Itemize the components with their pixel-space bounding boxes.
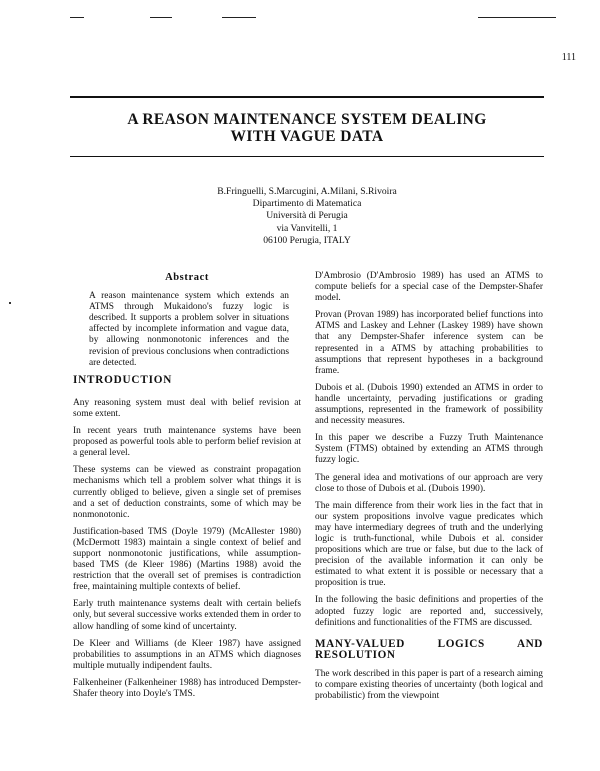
page-number: 111 [561,52,576,63]
top-rule-mark [222,17,256,18]
affiliation-line: via Vanvitelli, 1 [276,222,338,234]
affiliation-line: 06100 Perugia, ITALY [263,234,351,246]
paragraph: D'Ambrosio (D'Ambrosio 1989) has used an ATMS to compute beliefs for a special case of the Dempster-Shafer model. [315,271,543,304]
top-rule-mark [150,17,172,18]
paragraph: Dubois et al. (Dubois 1990) extended an ATMS in order to handle uncertainty, pervading justifications or grading assumptions, represented in the framework of possibility and necessity measures. [315,382,543,427]
introduction-heading: INTRODUCTION [73,373,173,386]
title-bottom-rule [70,156,544,157]
paragraph: The work described in this paper is part of a research aiming to compare existing theories of uncertainty (both logical and probabilistic) from the viewpoint [315,668,543,702]
title-top-rule [70,96,544,98]
paragraph: Any reasoning system must deal with belief revision at some extent. [73,397,301,419]
paragraph: In the following the basic definitions and properties of the adopted fuzzy logic are reported and, successively, definitions and functionalities of the FTMS are discussed. [315,595,543,628]
paragraph: In recent years truth maintenance systems have been proposed as powerful tools able to perform belief revision at a general level. [73,426,301,459]
affiliation-line: Università di Perugia [266,210,348,222]
paragraph: Falkenheiner (Falkenheiner 1988) has introduced Dempster-Shafer theory into Doyle's TMS. [73,677,301,699]
author-names: B.Fringuelli, S.Marcugini, A.Milani, S.Rivoira [217,186,397,197]
top-rule-mark [70,17,84,18]
paragraph: Early truth maintenance systems dealt with certain beliefs only, but several successive works extended them in order to allow handling of some kind of uncertainty. [73,599,301,632]
right-column [315,271,543,708]
abstract-heading: Abstract [165,272,209,283]
margin-dot [9,302,11,304]
author-block [0,186,600,247]
paragraph: De Kleer and Williams (de Kleer 1987) have assigned probabilities to assumptions in an ATMS which diagnoses multiple mutually indipendent faults. [73,638,301,671]
paragraph: The general idea and motivations of our approach are very close to those of Dubois et al. (Dubois 1990). [315,472,543,494]
paper-title [70,111,544,145]
left-column [73,272,301,706]
abstract-body: A reason maintenance system which extends an ATMS through Mukaidono's fuzzy logic is described. It supports a problem solver in situations affected by incomplete information and vague data, by allowing nonmonotonic inferences and the revision of previous conclusions when contradictions are detected. [89,291,289,368]
paragraph: The main difference from their work lies in the fact that in our system propositions involve vague predicates which may have intermediary degrees of truth and the underlying logic is truth-functional, while Dubois et al. consider propositions which are true or false, but due to the lack of precision of the available information it can only be estimated to what extent it is possible or necessary that a proposition is true. [315,500,543,589]
title-line: A REASON MAINTENANCE SYSTEM DEALING [127,111,487,128]
many-valued-logics-heading: MANY-VALUED LOGICS AND RESOLUTION [315,637,543,661]
paragraph: These systems can be viewed as constraint propagation mechanisms which tell a problem solver what things it is currently obliged to believe, given a single set of premises and a set of deduction constraints, some of which may be nonmonotonic. [73,465,301,520]
paragraph: Justification-based TMS (Doyle 1979) (McAllester 1980) (McDermott 1983) maintain a single context of belief and support nonmonotonic justifications, while assumption-based TMS (de Kleer 1986) (Martins 1988) avoid the restriction that the overall set of premises is contradiction free, maintaining multiple contexts of belief. [73,526,301,593]
top-rule-mark [478,17,556,18]
paragraph: In this paper we describe a Fuzzy Truth Maintenance System (FTMS) obtained by extending an ATMS through fuzzy logic. [315,433,543,466]
paragraph: Provan (Provan 1989) has incorporated belief functions into ATMS and Laskey and Lehner (Laskey 1989) have shown that any Dempster-Shafer inference system can be represented in a ATMS by attaching probabilities to assumptions that represent hypotheses in a background frame. [315,310,543,376]
title-line: WITH VAGUE DATA [230,128,384,145]
affiliation-line: Dipartimento di Matematica [252,198,362,210]
